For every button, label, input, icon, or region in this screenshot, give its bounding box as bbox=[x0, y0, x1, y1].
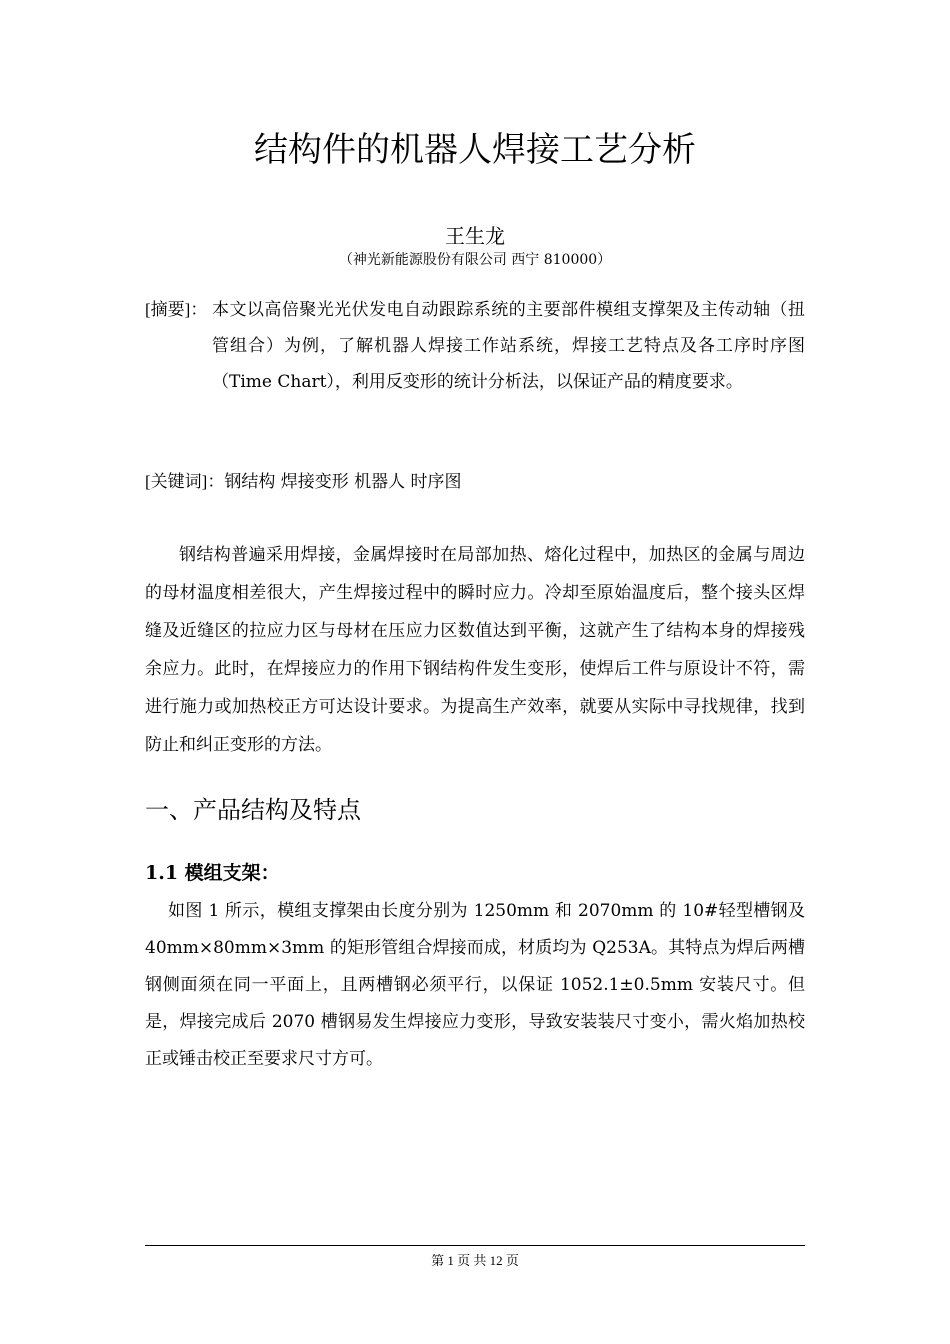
author-affiliation: （神光新能源股份有限公司 西宁 810000） bbox=[338, 252, 612, 268]
abstract-label: [摘要]： bbox=[145, 300, 208, 319]
author-name: 王生龙 bbox=[445, 224, 505, 248]
keywords-label: [关键词]： bbox=[145, 472, 225, 491]
intro-paragraph: 钢结构普遍采用焊接，金属焊接时在局部加热、熔化过程中，加热区的金属与周边的母材温度相差很大，产生焊接过程中的瞬时应力。冷却至原始温度后，整个接头区焊缝及近缝区的拉应力区与母材在压应力区数值达到平衡，这就产生了结构本身的焊接残余应力。此时，在焊接应力的作用下钢结构件发生变形，使焊后工件与原设计不符，需进行施力或加热校正方可达设计要求。为提高生产效率，就要从实际中寻找规律，找到防止和纠正变形的方法。 bbox=[145, 545, 805, 755]
paper-title: 结构件的机器人焊接工艺分析 bbox=[254, 130, 696, 170]
keywords-block bbox=[145, 464, 805, 500]
footer-divider bbox=[145, 1245, 805, 1246]
page-footer: 第 1 页 共 12 页 bbox=[431, 1253, 519, 1268]
subsection-heading: 1.1 模组支架： bbox=[145, 862, 280, 884]
abstract-block bbox=[145, 292, 805, 400]
section-heading: 一、产品结构及特点 bbox=[145, 796, 361, 824]
abstract-text: 本文以高倍聚光光伏发电自动跟踪系统的主要部件模组支撑架及主传动轴（扭管组合）为例，了解机器人焊接工作站系统，焊接工艺特点及各工序时序图（Time Chart），利用反变形的统计分析法，以保证产品的精度要求。 bbox=[212, 300, 805, 392]
keywords-text: 钢结构 焊接变形 机器人 时序图 bbox=[224, 472, 462, 492]
section-body-paragraph: 如图 1 所示，模组支撑架由长度分别为 1250mm 和 2070mm 的 10#轻型槽钢及 40mm×80mm×3mm 的矩形管组合焊接而成，材质均为 Q253A。其特点为焊后两槽钢侧面须在同一平面上，且两槽钢必须平行，以保证 1052.1±0.5mm 安装尺寸。但是，焊接完成后 2070 槽钢易发生焊接应力变形，导致安装装尺寸变小，需火焰加热校正或锤击校正至要求尺寸方可。 bbox=[145, 901, 805, 1069]
